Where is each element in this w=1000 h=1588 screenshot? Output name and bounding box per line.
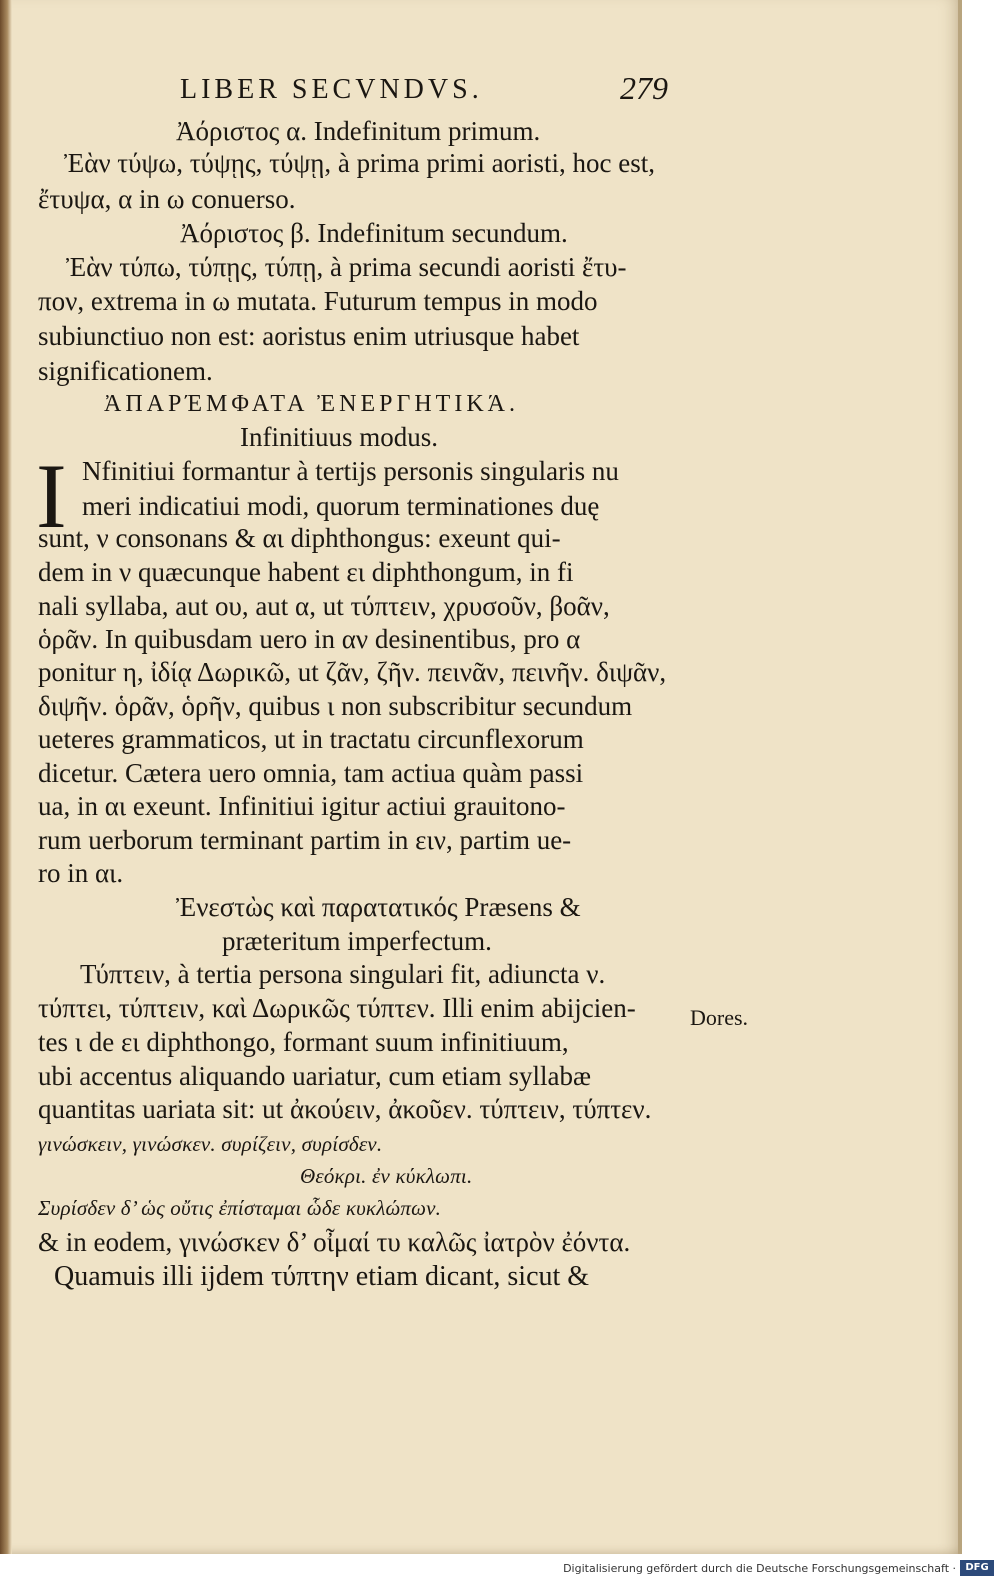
text-line: Θεόκρι. ἐν κύκλωπι. (300, 1164, 473, 1188)
text-line: Ἐὰν τύπω, τύπῃς, τύπῃ, à prima secundi aoristi ἔτυ- (66, 252, 627, 282)
page-edge (958, 0, 962, 1554)
text-line: Ἀόριστος α. Indefinitum primum. (176, 116, 541, 146)
text-line: Ἀόριστος β. Indefinitum secundum. (180, 218, 568, 248)
running-title: LIBER SECVNDVS. (180, 74, 483, 105)
text-line: rum uerborum terminant partim in ειν, partim ue- (38, 825, 572, 855)
text-line: ua, in αι exeunt. Infinitiui igitur actiui grauitono- (38, 791, 566, 821)
text-line: τύπτει, τύπτειν, καὶ Δωρικῶς τύπτεν. Illi enim abijcien- (38, 993, 636, 1023)
text-line: Ἐνεστὼς καὶ παρατατικός Præsens & (176, 892, 581, 922)
text-line: ὁρᾶν. In quibusdam uero in αν desinentibus, pro α (38, 624, 581, 654)
text-line: tes ι de ει diphthongo, formant suum infinitiuum, (38, 1027, 569, 1057)
text-line: significationem. (38, 356, 213, 386)
text-line: quantitas uariata sit: ut ἀκούειν, ἀκοῦεν. τύπτειν, τύπτεν. (38, 1094, 652, 1124)
text-line: διψῆν. ὁρᾶν, ὁρῆν, quibus ι non subscribitur secundum (38, 691, 633, 721)
text-line: Τύπτειν, à tertia persona singulari fit, adiuncta ν. (80, 959, 606, 989)
text-line: ἔτυψα, α in ω conuerso. (38, 184, 296, 214)
text-line: dem in ν quæcunque habent ει diphthongum, in fi (38, 557, 574, 587)
text-line: ueteres grammaticos, ut in tractatu circunflexorum (38, 724, 584, 754)
text-line: ro in αι. (38, 858, 124, 888)
section-heading: ἈΠΑΡΈΜΦΑΤΑ ἘΝΕΡΓΗΤΙΚΆ. (104, 391, 519, 417)
page-gutter (0, 0, 12, 1554)
text-line: dicetur. Cætera uero omnia, tam actiua quàm passi (38, 758, 584, 788)
text-line: πον, extrema in ω mutata. Futurum tempus in modo (38, 286, 598, 316)
dfg-logo-icon: DFG (960, 1560, 994, 1576)
text-line: sunt, ν consonans & αι diphthongus: exeunt qui- (38, 523, 561, 553)
text-line: subiunctiuo non est: aoristus enim utriusque habet (38, 321, 580, 351)
text-line: nali syllaba, aut ου, aut α, ut τύπτειν, χρυσοῦν, βοᾶν, (38, 591, 610, 621)
text-line: Συρίσδεν δ’ ὡς οὔτις ἐπίσταμαι ὧδε κυκλώπων. (38, 1196, 442, 1220)
margin-note: Dores. (690, 1005, 749, 1030)
footer-bar (0, 1556, 1000, 1588)
drop-cap: I (36, 445, 67, 547)
footer-credit: Digitalisierung gefördert durch die Deutsche Forschungsgemeinschaft · (563, 1562, 956, 1575)
text-line: ponitur η, ἰδίᾳ Δωρικῶ, ut ζᾶν, ζῆν. πεινᾶν, πεινῆν. διψᾶν, (38, 657, 667, 687)
text-line: Nfinitiui formantur à tertijs personis singularis nu (82, 456, 619, 486)
text-line: ubi accentus aliquando uariatur, cum etiam syllabæ (38, 1061, 591, 1091)
text-line: Ἐὰν τύψω, τύψῃς, τύψῃ, à prima primi aoristi, hoc est, (64, 148, 656, 178)
text-line: & in eodem, γινώσκεν δ’ οἶμαί τυ καλῶς ἰατρὸν ἐόντα. (38, 1227, 631, 1257)
text-line: γινώσκειν, γινώσκεν. συρίζειν, συρίσδεν. (38, 1132, 383, 1156)
text-line: Quamuis illi ijdem τύπτην etiam dicant, sicut & (54, 1261, 590, 1292)
text-line: meri indicatiui modi, quorum terminationes duę (82, 491, 600, 521)
text-line: præteritum imperfectum. (222, 926, 492, 956)
section-subheading: Infinitiuus modus. (240, 422, 439, 452)
page-number: 279 (620, 70, 668, 106)
